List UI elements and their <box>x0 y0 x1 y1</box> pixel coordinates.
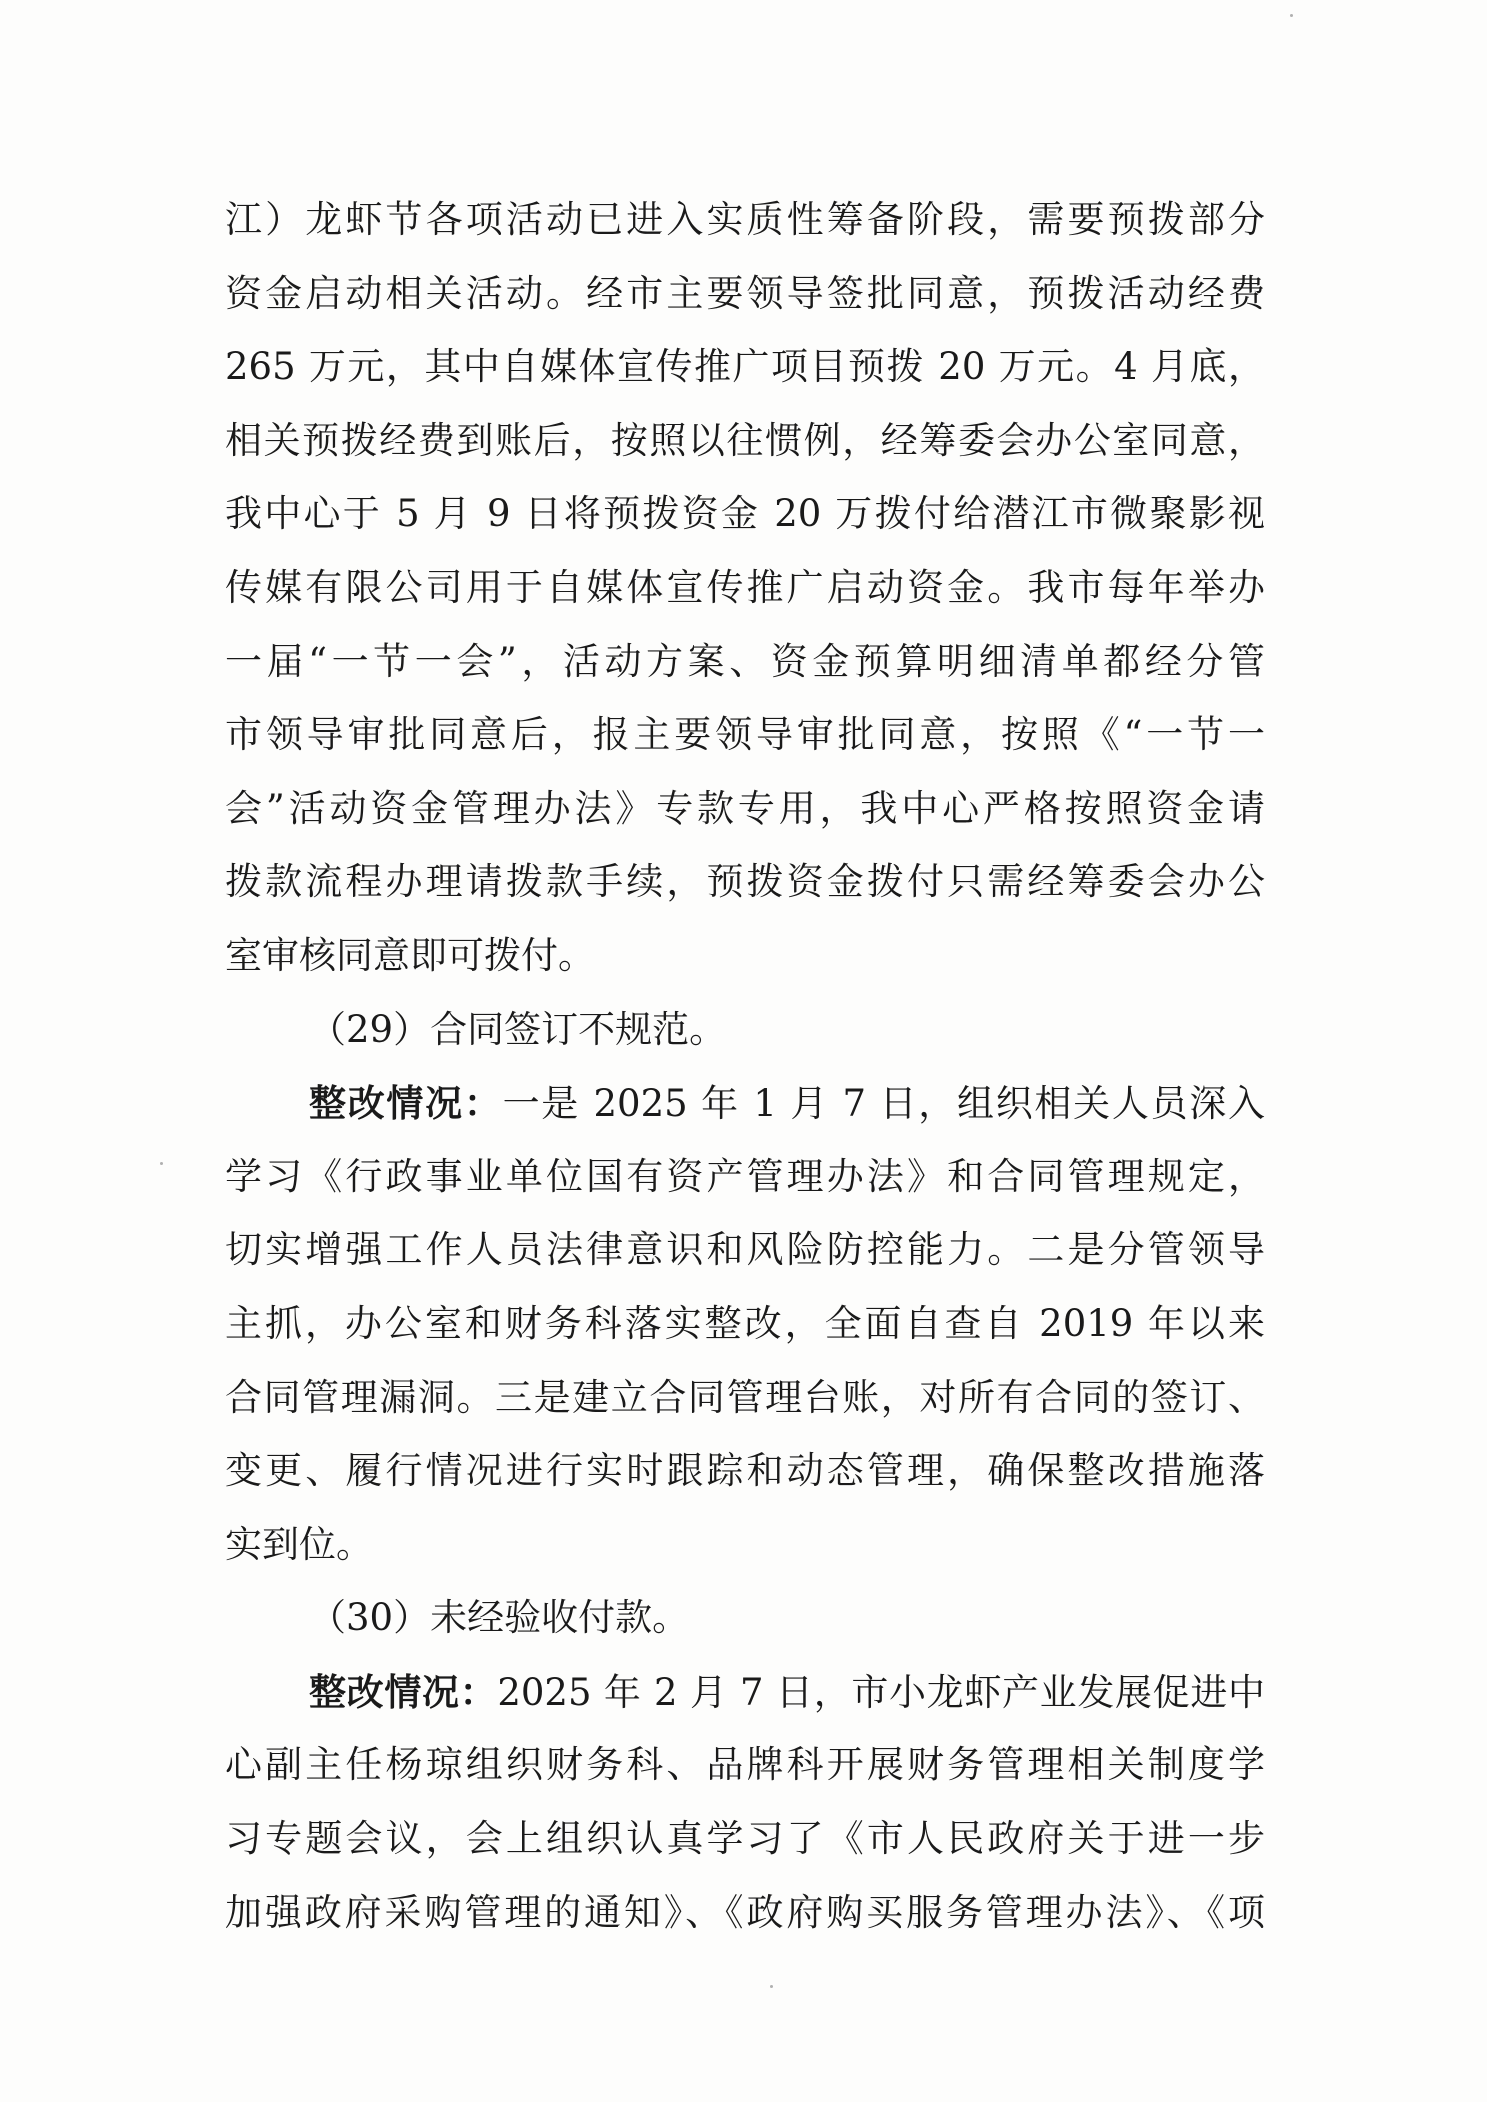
body-text-line: 切实增强工作人员法律意识和风险防控能力。二是分管领导 <box>225 1228 1265 1272</box>
body-text-line: 会”活动资金管理办法》专款专用，我中心严格按照资金请 <box>225 786 1265 830</box>
item-30-rectification-first-line <box>225 1662 1265 1722</box>
body-text-line: 我中心于 5 月 9 日将预拨资金 20 万拨付给潜江市微聚影视 <box>225 492 1265 536</box>
body-text-line: 室审核同意即可拨付。 <box>225 933 595 977</box>
rectification-label: 整改情况： <box>309 1081 503 1126</box>
body-text-line: 资金启动相关活动。经市主要领导签批同意，预拨活动经费 <box>225 271 1265 315</box>
body-text-line: 一届“一节一会”，活动方案、资金预算明细清单都经分管 <box>225 639 1265 683</box>
rectification-text: 一是 2025 年 1 月 7 日，组织相关人员深入 <box>502 1082 1266 1126</box>
body-text-line: 习专题会议，会上组织认真学习了《市人民政府关于进一步 <box>225 1817 1265 1861</box>
body-text-line: 相关预拨经费到账后，按照以往惯例，经筹委会办公室同意， <box>225 418 1265 462</box>
body-text-line: 265 万元，其中自媒体宣传推广项目预拨 20 万元。4 月底， <box>225 345 1265 389</box>
body-text-line: 实到位。 <box>225 1522 373 1566</box>
item-29-heading: （29）合同签订不规范。 <box>309 1007 727 1051</box>
rectification-text: 2025 年 2 月 7 日，市小龙虾产业发展促进中 <box>497 1670 1265 1714</box>
item-30-heading: （30）未经验收付款。 <box>309 1596 690 1640</box>
body-text-line: 学习《行政事业单位国有资产管理办法》和合同管理规定， <box>225 1154 1265 1198</box>
body-text-line: 市领导审批同意后，报主要领导审批同意，按照《“一节一 <box>225 713 1265 757</box>
item-29-rectification-first-line <box>225 1073 1265 1133</box>
scan-speck <box>770 1985 773 1988</box>
body-text-line: 江）龙虾节各项活动已进入实质性筹备阶段，需要预拨部分 <box>225 198 1265 241</box>
body-text-line: 传媒有限公司用于自媒体宣传推广启动资金。我市每年举办 <box>225 565 1265 609</box>
rectification-label: 整改情况： <box>309 1669 498 1714</box>
body-text-line: 加强政府采购管理的通知》、《政府购买服务管理办法》、《项 <box>225 1890 1265 1934</box>
body-text-line: 拨款流程办理请拨款手续，预拨资金拨付只需经筹委会办公 <box>225 860 1265 904</box>
body-text-line: 变更、履行情况进行实时跟踪和动态管理，确保整改措施落 <box>225 1449 1265 1493</box>
body-text-line: 合同管理漏洞。三是建立合同管理台账，对所有合同的签订、 <box>225 1375 1265 1419</box>
scan-speck <box>160 1162 163 1165</box>
body-text-line: 心副主任杨琼组织财务科、品牌科开展财务管理相关制度学 <box>225 1743 1265 1787</box>
scan-speck <box>1290 14 1293 17</box>
body-text-line: 主抓，办公室和财务科落实整改，全面自查自 2019 年以来 <box>225 1301 1265 1345</box>
document-body <box>225 190 1265 1956</box>
